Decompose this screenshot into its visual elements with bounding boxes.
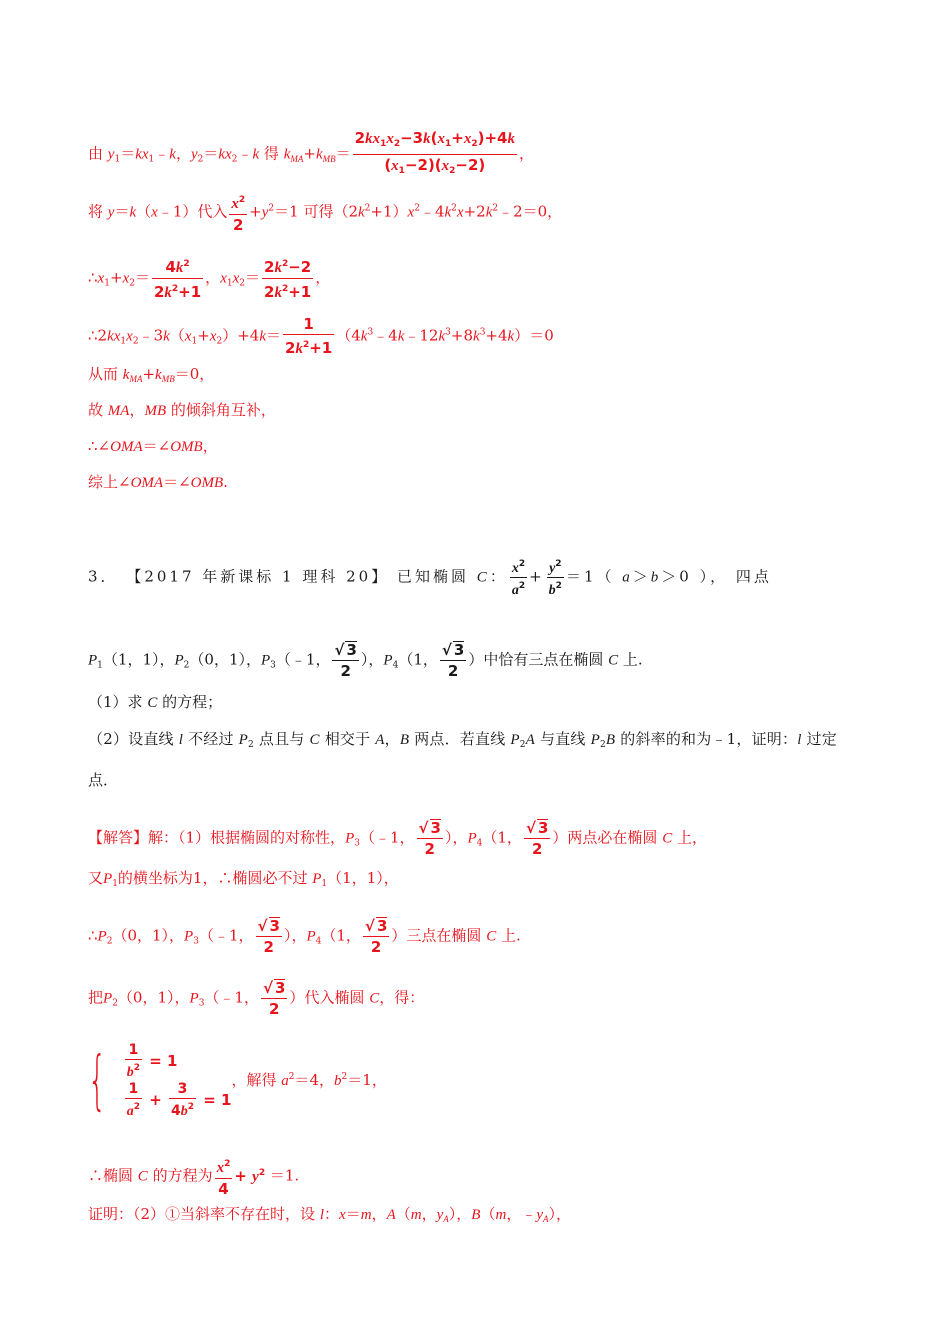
question-2: （2）设直线 l 不经过 $P_2$ 点且与 C 相交于 A，B 两点．若直线 $P_2A$ 与直线 $P_2B$ 的斜率的和为﹣1，证明：l 过定 [88, 730, 837, 750]
answer-line-3: $\therefore P_2(0$，1），$P_3(﹣1$， $\frac{√ 3}{2}$ ），$P_4(1$， $\frac{√ 3}{2}$ ）三点在椭圆 C 上. [88, 917, 521, 956]
answer-tag: 【解答】 [88, 828, 149, 847]
solution-line-6: 故 MA，MB 的倾斜角互补， [88, 401, 276, 419]
answer-line-6: ∴椭圆 C 的方程为 $\frac{x^2}{4}$ + $y^2 =1$. [88, 1154, 299, 1199]
answer-line-4: 把$P_2(0$，1），$P_3(﹣1$， $\frac{√ 3}{2}$ ）代入椭圆 C，得： [88, 979, 425, 1018]
question-2-cont: 点． [88, 771, 119, 789]
solution-line-5: 从而 $k_{MA}+k_{MB}=0$， [88, 365, 215, 384]
solution-line-4: $\therefore 2kx_1x_2﹣3k(x_1+x_2)+4k=$ $\frac{1}{2k^2+1}$ $(4k^3﹣4k﹣12k^3+8k^3+4k)=0$ [88, 315, 554, 357]
solution-line-2: 将 y＝k（x﹣1）代入 $\frac{x^2}{2}$ $+y^2=1$ 可得$(2k^2+1)x^2﹣4k^2x+2k^2﹣2=0$， [88, 190, 562, 235]
slope-sum-fraction: $\frac{2kx_1x_2-3k(x_1+x_2)+4k}{(x_1-2)(x_2-2)}$ [354, 129, 515, 176]
answer-line-7: 证明：（2）①当斜率不存在时，设 l：x＝m，A（m，$y_A$），B（m，$﹣y_A$）， [88, 1205, 572, 1224]
answer-system: { $\frac{1}{b^2}$ = 1 $\frac{1}{a^2}$ + $\frac{3}{4b^2}$ = 1 ，解得 $a^2=4$，$b^2=1$， [88, 1042, 387, 1119]
answer-line-1: 【解答】解：（1）根据椭圆的对称性，$P_3(﹣1$， $\frac{√ 3}{2}$ ），$P_4(1$， $\frac{√ 3}{2}$ ）两点必在椭圆 C 上， [88, 819, 708, 858]
solution-line-8: 综上∠OMA＝∠OMB. [88, 473, 228, 491]
answer-line-2: 又$P_1$的横坐标为1，∴椭圆必不过 $P_1(1$，1）， [88, 869, 399, 889]
problem-points: $P_1(1$，1），$P_2(0$，1），$P_3(﹣1$， $\frac{√ 3}{2}$ ），$P_4(1$， $\frac{√ 3}{2}$ ）中恰有三点在椭圆 C 上. [88, 641, 643, 680]
solution-line-7: ∴∠OMA＝∠OMB， [88, 437, 218, 455]
solution-line-3: $\therefore x_1+x_2=$ $\frac{4k^2}{2k^2+1}$ ，$x_1x_2=$ $\frac{2k^2-2}{2k^2+1}$ ， [88, 254, 330, 303]
problem-stem: 3． 【2017 年新课标 1 理科 20】 已知椭圆 C： $\frac{x^2}{a^2}$ + $\frac{y^2}{b^2}$ ＝1（ a＞b＞0 ）， 四点 [88, 556, 772, 599]
solution-line-1: 由 $y_1=kx_1﹣k$，$y_2=kx_2﹣k$ 得 $k_{MA}+k_{MB}=$ $\frac{2kx_1x_2-3k(x_1+x_2)+4k}{(x_1-2)(x_2-2)}$ ， [88, 128, 534, 181]
question-1: （1）求 C 的方程； [88, 693, 223, 711]
